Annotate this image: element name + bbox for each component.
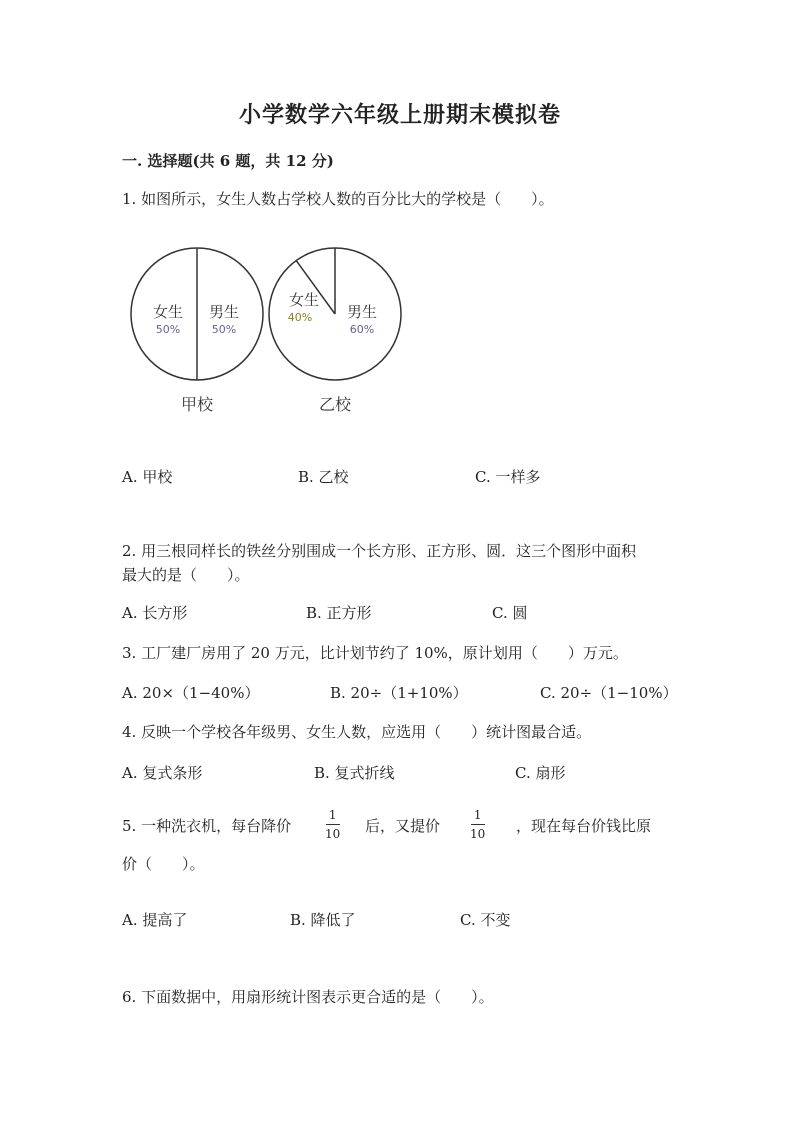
school-a-girls-pct: 50% bbox=[155, 323, 181, 336]
section-heading: 一. 选择题(共 6 题，共 12 分) bbox=[122, 152, 334, 170]
q5-option-a[interactable]: A. 提高了 bbox=[122, 911, 188, 929]
q5-fraction-1-denominator: 10 bbox=[325, 827, 341, 841]
fraction-bar bbox=[326, 824, 340, 825]
q4-option-a[interactable]: A. 复式条形 bbox=[122, 764, 203, 782]
question-5-text-part3: ，现在每台价钱比原 bbox=[516, 817, 652, 835]
school-b-boys-label: 男生 bbox=[346, 303, 378, 321]
q4-option-c[interactable]: C. 扇形 bbox=[515, 764, 566, 782]
school-a-girls-label: 女生 bbox=[152, 303, 184, 321]
school-a-name: 甲校 bbox=[180, 395, 214, 414]
q5-fraction-2 bbox=[470, 808, 485, 841]
school-b-girls-label: 女生 bbox=[288, 291, 320, 309]
question-6-text: 6. 下面数据中，用扇形统计图表示更合适的是（ ）。 bbox=[122, 988, 494, 1006]
question-5-text-part2: 后，又提价 bbox=[365, 817, 441, 835]
question-4-text: 4. 反映一个学校各年级男、女生人数，应选用（ ）统计图最合适。 bbox=[122, 723, 592, 741]
q2-option-a[interactable]: A. 长方形 bbox=[122, 604, 188, 622]
question-1-figure bbox=[128, 244, 418, 424]
q1-option-a[interactable]: A. 甲校 bbox=[122, 468, 173, 486]
school-b-boys-pct: 60% bbox=[349, 323, 375, 336]
q3-option-a[interactable]: A. 20×（1−40%） bbox=[122, 684, 260, 702]
q5-option-b[interactable]: B. 降低了 bbox=[290, 911, 356, 929]
q4-option-b[interactable]: B. 复式折线 bbox=[314, 764, 395, 782]
q5-fraction-1 bbox=[325, 808, 340, 841]
q1-option-b[interactable]: B. 乙校 bbox=[298, 468, 349, 486]
school-b-name: 乙校 bbox=[318, 395, 352, 414]
q2-option-b[interactable]: B. 正方形 bbox=[306, 604, 372, 622]
q2-option-c[interactable]: C. 圆 bbox=[492, 604, 528, 622]
school-a-boys-label: 男生 bbox=[208, 303, 240, 321]
question-3-text: 3. 工厂建厂房用了 20 万元，比计划节约了 10%，原计划用（ ）万元。 bbox=[122, 644, 628, 662]
question-2-text-line1: 2. 用三根同样长的铁丝分别围成一个长方形、正方形、圆．这三个图形中面积 bbox=[122, 542, 637, 560]
question-5-text-part1: 5. 一种洗衣机，每台降价 bbox=[122, 817, 292, 835]
question-5-text-line2: 价（ ）。 bbox=[122, 855, 205, 873]
q5-option-c[interactable]: C. 不变 bbox=[460, 911, 511, 929]
school-b-girls-pct: 40% bbox=[287, 311, 313, 324]
q3-option-c[interactable]: C. 20÷（1−10%） bbox=[540, 684, 678, 702]
q1-option-c[interactable]: C. 一样多 bbox=[475, 468, 541, 486]
school-a-boys-pct: 50% bbox=[211, 323, 237, 336]
q5-fraction-1-numerator: 1 bbox=[328, 808, 337, 822]
page-title: 小学数学六年级上册期末模拟卷 bbox=[238, 102, 561, 128]
question-2-text-line2: 最大的是（ ）。 bbox=[122, 566, 250, 584]
fraction-bar bbox=[471, 824, 485, 825]
question-1-text: 1. 如图所示，女生人数占学校人数的百分比大的学校是（ ）。 bbox=[122, 190, 554, 208]
q5-fraction-2-numerator: 1 bbox=[473, 808, 482, 822]
q5-fraction-2-denominator: 10 bbox=[470, 827, 486, 841]
q3-option-b[interactable]: B. 20÷（1+10%） bbox=[330, 684, 468, 702]
